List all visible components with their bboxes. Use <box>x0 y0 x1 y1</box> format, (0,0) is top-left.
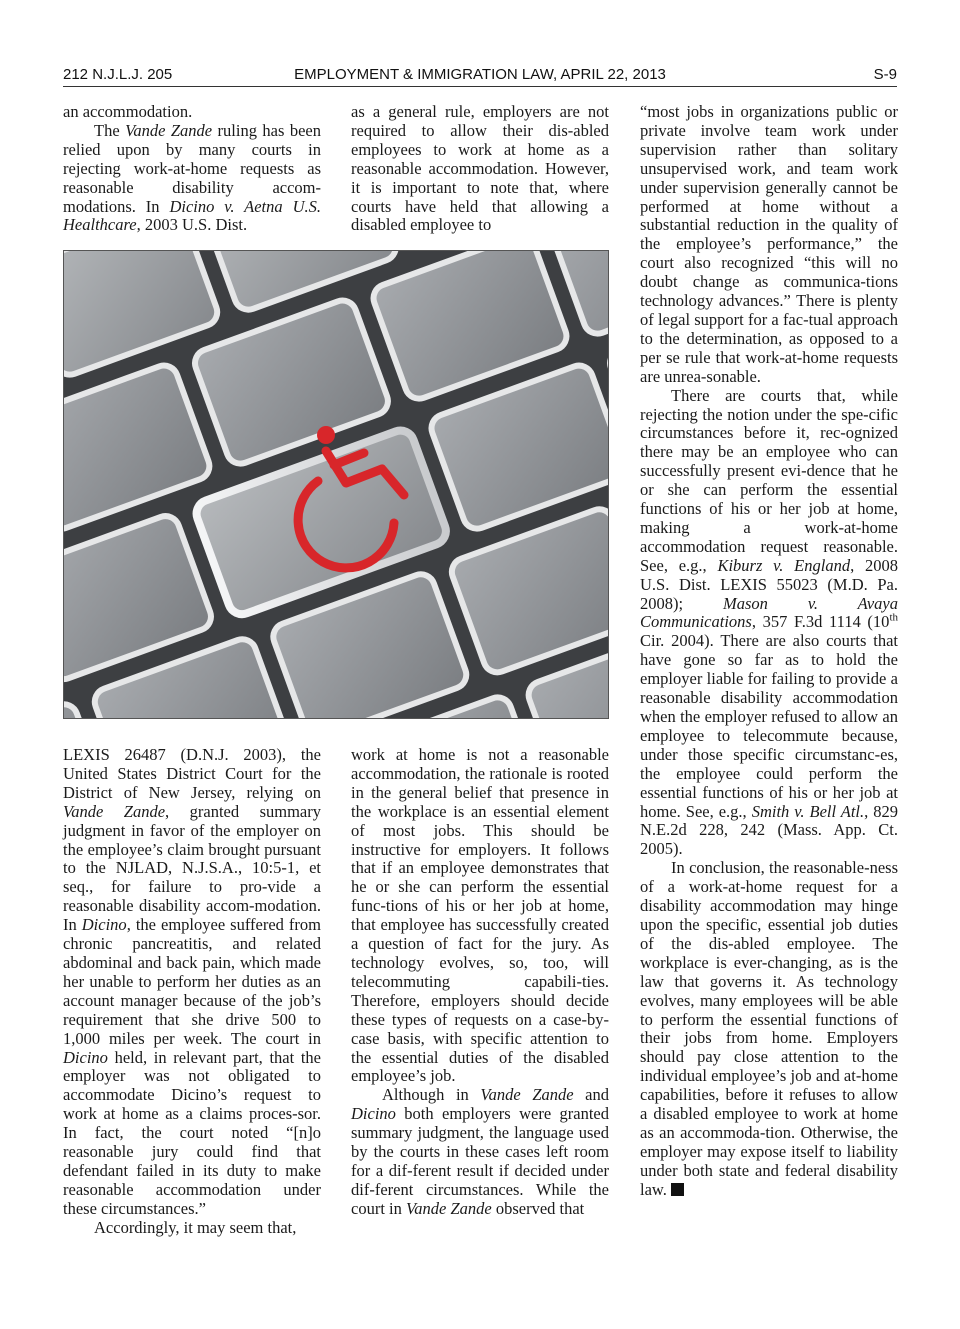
case-name: Dicino <box>351 1104 396 1124</box>
publication-title: EMPLOYMENT & IMMIGRATION LAW, APRIL 22, 2013 <box>294 66 666 83</box>
text-run: Although in <box>382 1085 481 1105</box>
end-mark-icon <box>671 1183 684 1196</box>
paragraph <box>63 122 321 235</box>
text-run: , 829 N.E.2d 228, 242 (Mass. App. Ct. 2005). <box>640 801 899 859</box>
keyboard-photo <box>63 250 609 719</box>
case-name: Smith v. Bell Atl. <box>751 801 865 821</box>
paragraph <box>351 1086 609 1218</box>
case-name: Dicino <box>81 915 127 935</box>
column-3 <box>640 103 898 1200</box>
text-run: , granted summary judgment in favor of the employer on the employee’s claim brought pursuant to the NJLAD, N.J.S.A., 10:5-1, et seq., for failure to pro-vide a reasonable disability accom-modation. In <box>63 801 321 935</box>
text-run: The <box>94 120 126 140</box>
case-name: Mason v. Avaya Communications <box>640 593 898 632</box>
column-1-top <box>63 103 321 235</box>
column-1-bottom <box>63 746 321 1238</box>
text-run: , 2003 U.S. Dist. <box>136 215 248 235</box>
paragraph: “most jobs in organizations public or private involve team work under supervision rather than solitary unsupervised work, and team work under supervision generally cannot be performed at home without a substantial reduction in the quality of the employee’s performance,” the court also recognized “this will no doubt change as communica-tions technology advances.” There is plenty of legal support for a fac-tual approach to the determination, as opposed to a per se rule that work-at-home requests are unrea-sonable. <box>640 102 898 386</box>
paragraph: as a general rule, employers are not required to allow their dis-abled employees to work at home as a reasonable accommodation. However, it is important to note that, where courts have held that allowing a disabled employee to <box>351 102 609 235</box>
column-2-bottom <box>351 746 609 1219</box>
case-name: Vande Zande <box>63 801 166 821</box>
paragraph <box>640 859 898 1199</box>
paragraph: an accommodation. <box>63 102 193 121</box>
case-name: Dicino v. Aetna U.S. Healthcare <box>63 196 321 235</box>
case-name: Kiburz v. England <box>717 555 851 575</box>
case-name: Vande Zande <box>406 1198 492 1218</box>
paragraph <box>63 746 321 1219</box>
text-run: and <box>573 1085 610 1105</box>
text-run: ruling has been relied upon by many courts in rejecting work-at-home requests as reasonable disability accom-modations. In <box>63 120 321 216</box>
paragraph <box>640 387 898 860</box>
text-run: In conclusion, the reasonable-ness of a work-at-home request for a disability accommodation may hinge upon the specific, essential job duties of the dis-abled employee. The workplace is ever-changing, as is the law that governs it. As technology evolves, many employees will be able to perform the essential functions of their jobs from home. Employers should pay close attention to the individual employee’s job and at-home capabilities, before it refuses to allow a disabled employee to work at home as an accommoda-tion. Otherwise, the employer may expose itself to liability under both state and federal disability law. <box>640 858 898 1199</box>
text-run: held, in relevant part, that the employer was not obligated to accommodate Dicino’s request to work at home as a claims proces-sor. In fact, the court noted “[n]o reasonable jury could find that defendant failed in its duty to make reasonable accommodation under these circumstances.” <box>63 1047 321 1218</box>
text-run: LEXIS 26487 (D.N.J. 2003), the United States District Court for the District of New Jersey, relying on <box>63 745 321 802</box>
text-run: Cir. 2004). There are also courts that have gone so far as to hold the employer liable for failing to provide a reasonable disability accommodation when the employer refused to allow an employee to telecommute because, under those specific circumstanc-es, the employee could perform the essential functions of his or her job at home. See, e.g., <box>640 631 898 821</box>
superscript: th <box>889 611 898 624</box>
text-run: , the employee suffered from chronic pancreatitis, and related abdominal and back pain, which made her unable to perform her duties as an account manager because of the job’s requirement that she drive 500 to 1,000 miles per week. The court in <box>63 915 321 1048</box>
text-run: both employers were granted summary judgment, the language used by the courts in these cases left room for a dif-ferent result if decided under dif-ferent circumstances. While the court in <box>351 1104 609 1218</box>
journal-citation: 212 N.J.L.J. 205 <box>63 66 173 83</box>
text-run: , 2008 U.S. Dist. LEXIS 55023 (M.D. Pa. 2008); <box>640 555 899 613</box>
case-name: Dicino <box>63 1047 108 1067</box>
page-number: S-9 <box>873 66 897 83</box>
column-2-top <box>351 103 609 235</box>
text-run: There are courts that, while rejecting the notion under the spe-cific circumstances before it, rec-ognized there may be an employee who can successfully present evi-dence that he or she can perform the essential functions of his or her job at home, making a work-at-home accommodation request reasonable. See, e.g., <box>640 385 898 575</box>
text-run: observed that <box>491 1198 585 1218</box>
page-header <box>63 64 897 87</box>
case-name: Vande Zande <box>480 1085 574 1105</box>
text-run: , 357 F.3d 1114 (10 <box>751 612 890 632</box>
paragraph: work at home is not a reasonable accommodation, the rationale is rooted in the general belief that presence in the workplace is an essential element of most jobs. This should be instructive for employers. It follows that if an employee demonstrates that he or she can perform the essential func-tions of his or her job at home, that employee has successfully created a question of fact for the jury. As technology evolves, so, too, will telecommuting capabili-ties. Therefore, employers should decide these types of requests on a case-by-case basis, with specific attention to the essential duties of the disabled employee’s job. <box>351 745 609 1086</box>
case-name: Vande Zande <box>125 120 213 140</box>
paragraph: Accordingly, it may seem that, <box>94 1217 297 1237</box>
